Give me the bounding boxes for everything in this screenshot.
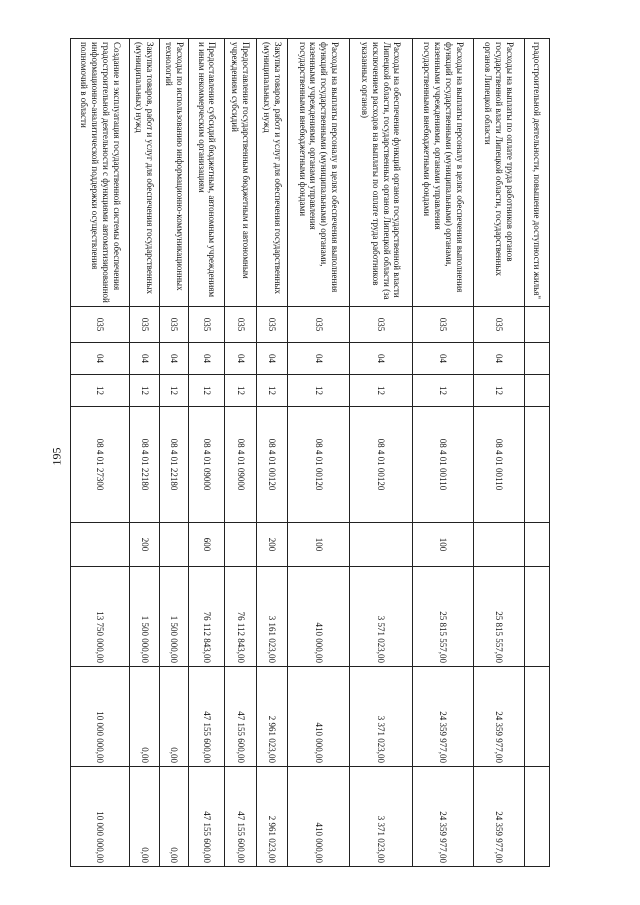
row-ministry-code: 035	[474, 307, 525, 343]
row-ministry-code: 035	[130, 307, 160, 343]
row-sum-year3: 24 359 977,00	[474, 767, 525, 867]
row-name: Расходы на выплаты персоналу в целях обеспечения выполнения функций государственными (муниципальными) органами, казенными учреждениями, органами управления государственными внебюджетными фондами	[412, 39, 473, 307]
row-expense-type: 100	[412, 523, 473, 567]
row-section-code: 04	[130, 343, 160, 375]
row-sum-year3: 0,00	[130, 767, 160, 867]
row-sum-year1: 76 112 843,00	[225, 567, 257, 667]
row-sum-year1: 3 571 023,00	[349, 567, 412, 667]
budget-table	[70, 38, 550, 867]
row-subsection-code: 12	[71, 375, 130, 407]
page-number: 195	[49, 447, 64, 466]
row-name: Предоставление субсидий бюджетным, автономным учреждениям и иным некоммерческим организациям	[189, 39, 225, 307]
row-name: Расходы на обеспечение функций органов государственной власти Липецкой области, государственных органов Липецкой области (за исключением расходов на выплаты по оплате труда работников указанных органов)	[349, 39, 412, 307]
row-subsection-code: 12	[474, 375, 525, 407]
row-ministry-code: 035	[256, 307, 288, 343]
row-sum-year2: 410 000,00	[288, 667, 349, 767]
row-name: Создание и эксплуатация государственной системы обеспечения градостроительной деятельности с функциями автоматизированной информационно-аналитической поддержки осуществления полномочий в области	[71, 39, 130, 307]
table-row	[256, 39, 288, 867]
row-subsection-code: 12	[130, 375, 160, 407]
row-sum-year1: 410 000,00	[288, 567, 349, 667]
row-section-code: 04	[474, 343, 525, 375]
row-name: градостроительной деятельности, повышение доступности жилья"	[524, 39, 549, 307]
table-row	[71, 39, 130, 867]
row-sum-year3: 2 961 023,00	[256, 767, 288, 867]
row-target-article: 08 4 01 09000	[225, 407, 257, 523]
row-sum-year2: 10 000 000,00	[71, 667, 130, 767]
row-expense-type: 200	[130, 523, 160, 567]
row-sum-year1: 76 112 843,00	[189, 567, 225, 667]
row-target-article	[524, 407, 549, 523]
row-sum-year3	[524, 767, 549, 867]
row-ministry-code: 035	[159, 307, 189, 343]
row-section-code: 04	[288, 343, 349, 375]
rotated-table-frame	[70, 38, 550, 866]
row-sum-year2: 24 359 977,00	[474, 667, 525, 767]
row-sum-year3: 24 359 977,00	[412, 767, 473, 867]
row-subsection-code: 12	[349, 375, 412, 407]
table-row	[524, 39, 549, 867]
row-sum-year3: 47 155 600,00	[189, 767, 225, 867]
row-subsection-code: 12	[159, 375, 189, 407]
row-subsection-code: 12	[256, 375, 288, 407]
row-subsection-code: 12	[288, 375, 349, 407]
row-expense-type	[349, 523, 412, 567]
row-sum-year3: 47 155 600,00	[225, 767, 257, 867]
table-row	[474, 39, 525, 867]
row-sum-year3: 10 000 000,00	[71, 767, 130, 867]
table-row	[349, 39, 412, 867]
row-sum-year2: 0,00	[159, 667, 189, 767]
row-sum-year1: 25 815 557,00	[474, 567, 525, 667]
row-target-article: 08 4 01 09000	[189, 407, 225, 523]
row-subsection-code	[524, 375, 549, 407]
row-section-code: 04	[225, 343, 257, 375]
row-sum-year1: 1 500 000,00	[130, 567, 160, 667]
row-expense-type: 600	[189, 523, 225, 567]
table-row	[288, 39, 349, 867]
row-sum-year1: 1 500 000,00	[159, 567, 189, 667]
row-expense-type	[225, 523, 257, 567]
row-sum-year3: 0,00	[159, 767, 189, 867]
table-row	[130, 39, 160, 867]
row-section-code: 04	[189, 343, 225, 375]
row-ministry-code: 035	[71, 307, 130, 343]
row-expense-type: 200	[256, 523, 288, 567]
row-expense-type	[159, 523, 189, 567]
row-sum-year3: 3 371 023,00	[349, 767, 412, 867]
row-name: Расходы на выплаты по оплате труда работников органов государственной власти Липецкой области, государственных органов Липецкой области	[474, 39, 525, 307]
row-target-article: 08 4 01 27300	[71, 407, 130, 523]
table-row	[159, 39, 189, 867]
row-target-article: 08 4 01 00120	[349, 407, 412, 523]
row-section-code	[524, 343, 549, 375]
row-sum-year2: 2 961 023,00	[256, 667, 288, 767]
row-section-code: 04	[159, 343, 189, 375]
row-sum-year1: 25 815 557,00	[412, 567, 473, 667]
row-name: Закупка товаров, работ и услуг для обеспечения государственных (муниципальных) нужд	[130, 39, 160, 307]
table-row	[225, 39, 257, 867]
row-target-article: 08 4 01 22180	[130, 407, 160, 523]
row-sum-year2	[524, 667, 549, 767]
row-sum-year2: 0,00	[130, 667, 160, 767]
row-sum-year3: 410 000,00	[288, 767, 349, 867]
table-row	[189, 39, 225, 867]
row-sum-year1: 3 161 023,00	[256, 567, 288, 667]
row-ministry-code: 035	[412, 307, 473, 343]
row-target-article: 08 4 01 00110	[412, 407, 473, 523]
row-section-code: 04	[71, 343, 130, 375]
row-section-code: 04	[349, 343, 412, 375]
row-sum-year2: 47 155 600,00	[225, 667, 257, 767]
row-expense-type	[71, 523, 130, 567]
row-target-article: 08 4 01 00120	[288, 407, 349, 523]
row-sum-year2: 47 155 600,00	[189, 667, 225, 767]
row-ministry-code	[524, 307, 549, 343]
row-ministry-code: 035	[225, 307, 257, 343]
row-subsection-code: 12	[412, 375, 473, 407]
row-name: Расходы на выплаты персоналу в целях обеспечения выполнения функций государственными (муниципальными) органами, казенными учреждениями, органами управления государственными внебюджетными фондами	[288, 39, 349, 307]
row-sum-year1	[524, 567, 549, 667]
row-ministry-code: 035	[349, 307, 412, 343]
row-section-code: 04	[256, 343, 288, 375]
row-expense-type: 100	[288, 523, 349, 567]
row-sum-year1: 13 750 000,00	[71, 567, 130, 667]
row-target-article: 08 4 01 00110	[474, 407, 525, 523]
row-name: Закупка товаров, работ и услуг для обеспечения государственных (муниципальных) нужд	[256, 39, 288, 307]
row-name: Расходы по использованию информационно-коммуникационных технологий	[159, 39, 189, 307]
row-subsection-code: 12	[225, 375, 257, 407]
row-sum-year2: 3 371 023,00	[349, 667, 412, 767]
row-expense-type	[474, 523, 525, 567]
row-section-code: 04	[412, 343, 473, 375]
row-ministry-code: 035	[189, 307, 225, 343]
row-target-article: 08 4 01 00120	[256, 407, 288, 523]
table-row	[412, 39, 473, 867]
row-target-article: 08 4 01 22180	[159, 407, 189, 523]
row-sum-year2: 24 359 977,00	[412, 667, 473, 767]
row-expense-type	[524, 523, 549, 567]
row-ministry-code: 035	[288, 307, 349, 343]
row-name: Предоставление государственным бюджетным и автономным учреждениям субсидий	[225, 39, 257, 307]
row-subsection-code: 12	[189, 375, 225, 407]
table-body	[71, 39, 550, 867]
